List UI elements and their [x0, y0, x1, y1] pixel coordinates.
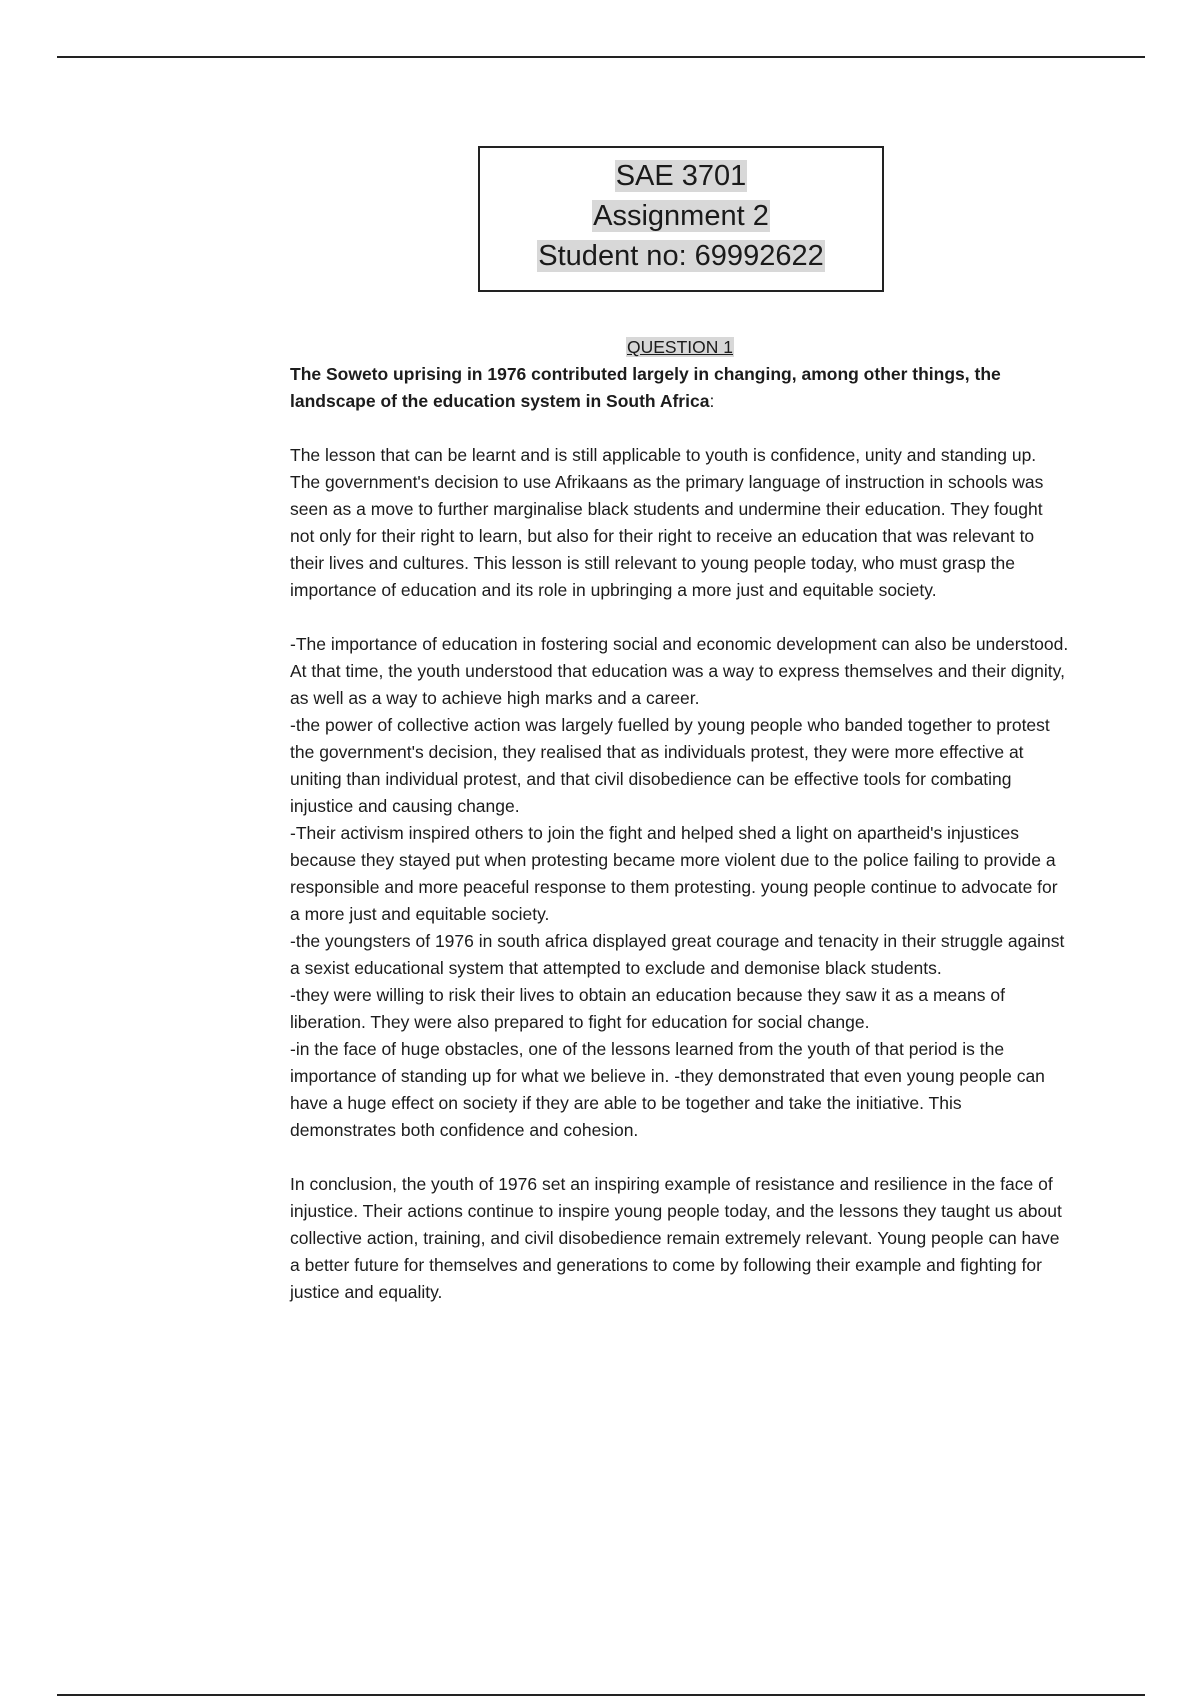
document-body: [290, 334, 1070, 1306]
point-paragraph: -in the face of huge obstacles, one of the lessons learned from the youth of that period is the importance of standing up for what we believe in. -they demonstrated that even young people can have a huge effect on society if they are able to be together and take the initiative. This demonstrates both confidence and cohesion.: [290, 1039, 1045, 1140]
top-rule: [57, 56, 1145, 58]
assignment-title: Assignment 2: [593, 200, 769, 232]
intro-paragraph-2: The government's decision to use Afrikaans as the primary language of instruction in schools was seen as a move to further marginalise black students and undermine their education. They fought not only for their right to learn, but also for their right to receive an education that was relevant to their lives and cultures. This lesson is still relevant to young people today, who must grasp the importance of education and its role in upbringing a more just and equitable society.: [290, 472, 1044, 600]
intro-paragraph-1: The lesson that can be learnt and is still applicable to youth is confidence, unity and standing up.: [290, 445, 1037, 465]
course-code: SAE 3701: [615, 160, 747, 192]
question-prompt: The Soweto uprising in 1976 contributed largely in changing, among other things, the landscape of the education system in South Africa:: [290, 364, 1001, 411]
spacer: [290, 1144, 1070, 1171]
title-box: [478, 146, 884, 292]
bottom-rule: [57, 1694, 1145, 1696]
point-paragraph: -The importance of education in fostering social and economic development can also be understood. At that time, the youth understood that education was a way to express themselves and their dignity, as well as a way to achieve high marks and a career.: [290, 634, 1069, 708]
spacer: [290, 604, 1070, 631]
point-paragraph: -the power of collective action was largely fuelled by young people who banded together to protest the government's decision, they realised that as individuals protest, they were more effective at uniting than individual protest, and that civil disobedience can be effective tools for combating injustice and causing change.: [290, 715, 1050, 816]
question-heading: QUESTION 1: [627, 337, 733, 357]
point-paragraph: -they were willing to risk their lives to obtain an education because they saw it as a means of liberation. They were also prepared to fight for education for social change.: [290, 985, 1005, 1032]
point-paragraph: -the youngsters of 1976 in south africa displayed great courage and tenacity in their struggle against a sexist educational system that attempted to exclude and demonise black students.: [290, 931, 1065, 978]
point-paragraph: -Their activism inspired others to join the fight and helped shed a light on apartheid's injustices because they stayed put when protesting became more violent due to the police failing to provide a responsible and more peaceful response to them protesting. young people continue to advocate for a more just and equitable society.: [290, 823, 1058, 924]
student-number: Student no: 69992622: [538, 240, 824, 272]
spacer: [290, 415, 1070, 442]
conclusion-paragraph: In conclusion, the youth of 1976 set an inspiring example of resistance and resilience in the face of injustice. Their actions continue to inspire young people today, and the lessons they taught us about collective action, training, and civil disobedience remain extremely relevant. Young people can have a better future for themselves and generations to come by following their example and fighting for justice and equality.: [290, 1174, 1062, 1302]
